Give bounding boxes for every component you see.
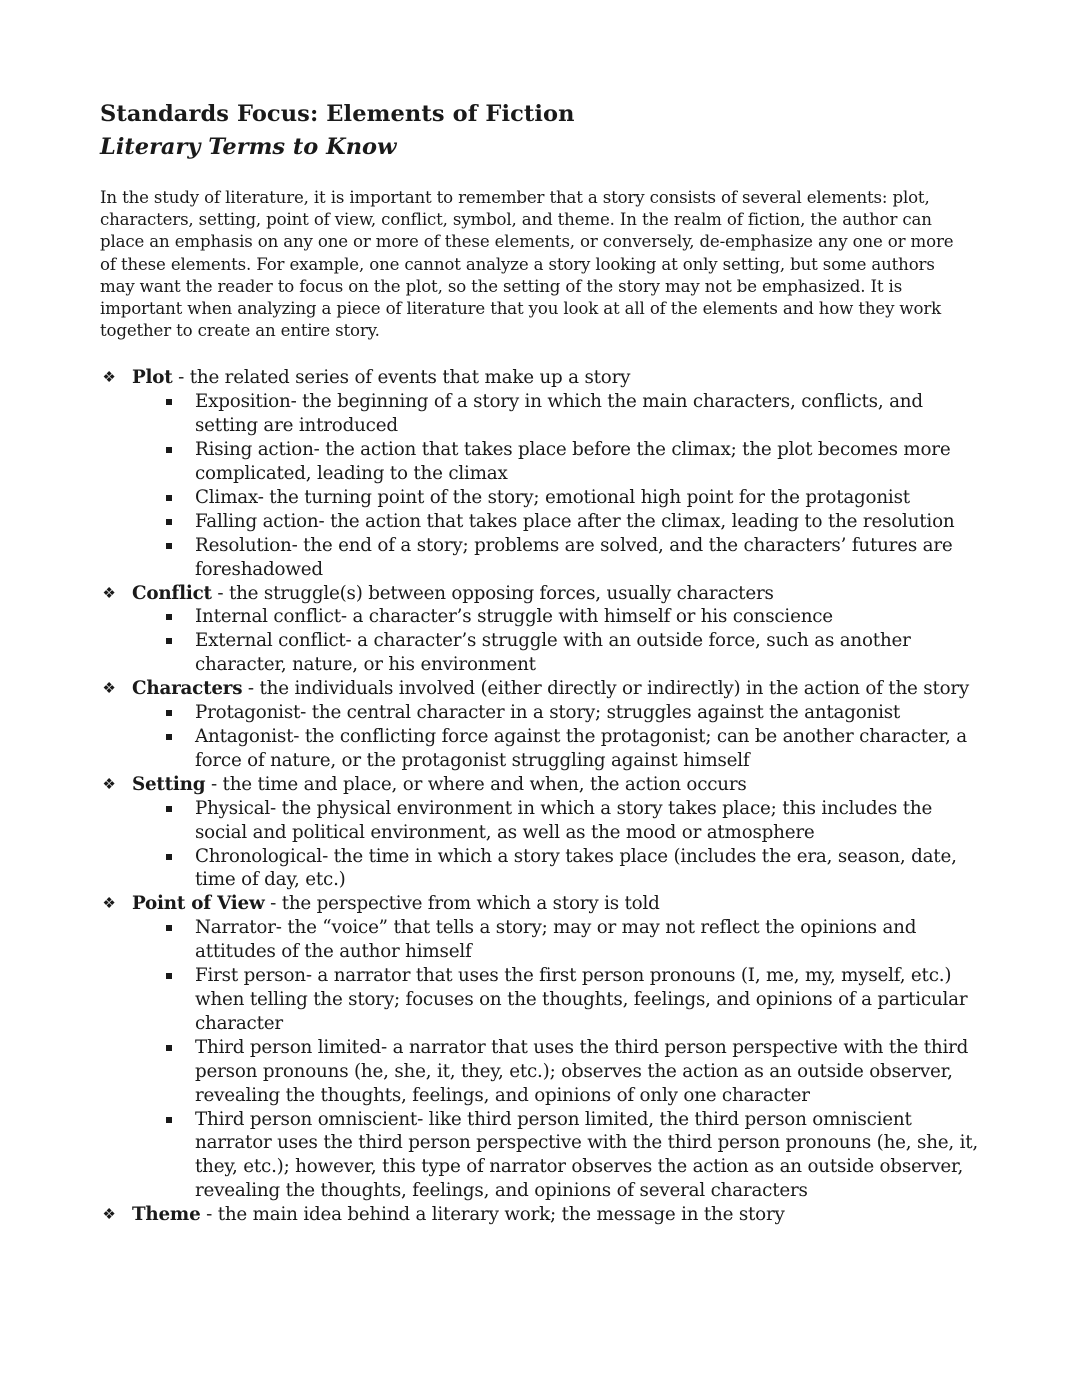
subterm-line: setting are introduced (195, 415, 398, 437)
term-name: Plot (132, 367, 173, 389)
diamond-cluster-icon: ❖ (102, 679, 116, 698)
term-definition: - the perspective from which a story is told (264, 893, 660, 915)
subterm-line: foreshadowed (195, 558, 323, 580)
subterm-item (100, 725, 1000, 773)
term-setting (100, 773, 1000, 797)
square-bullet-icon (166, 1117, 172, 1123)
square-bullet-icon (166, 854, 172, 860)
square-bullet-icon (166, 543, 172, 549)
term-point-of-view (100, 892, 1000, 916)
term-name: Setting (132, 773, 206, 795)
intro-line: together to create an entire story. (100, 321, 380, 341)
square-bullet-icon (166, 806, 172, 812)
subterm-line: Third person limited- a narrator that uses the third person perspective with the third (195, 1036, 969, 1058)
intro-line: important when analyzing a piece of literature that you look at all of the elements and how they work (100, 299, 942, 319)
term-plot (100, 366, 1000, 390)
intro-line: of these elements. For example, one cannot analyze a story looking at only setting, but some authors (100, 254, 935, 274)
subterm-line: Resolution- the end of a story; problems are solved, and the characters’ futures are (195, 534, 953, 556)
term-definition: - the individuals involved (either directly or indirectly) in the action of the story (242, 678, 970, 700)
subterm-line: First person- a narrator that uses the first person pronouns (I, me, my, myself, etc.) (195, 965, 952, 987)
square-bullet-icon (166, 638, 172, 644)
term-name: Characters (132, 678, 243, 700)
intro-line: In the study of literature, it is important to remember that a story consists of several elements: plot, (100, 188, 930, 207)
subterm-line: Rising action- the action that takes place before the climax; the plot becomes more (195, 439, 951, 461)
subterm-line: Third person omniscient- like third person limited, the third person omniscient (195, 1108, 912, 1130)
subterm-line: time of day, etc.) (195, 869, 346, 891)
term-definition: - the related series of events that make up a story (172, 367, 631, 389)
square-bullet-icon (166, 519, 172, 525)
subterm-line: character (195, 1012, 283, 1034)
subterm-line: force of nature, or the protagonist struggling against himself (195, 749, 750, 771)
square-bullet-icon (166, 734, 172, 740)
diamond-cluster-icon: ❖ (102, 774, 116, 793)
subterm-line: Antagonist- the conflicting force against the protagonist; can be another character, a (195, 726, 967, 748)
subterm-item (100, 605, 1000, 629)
term-definition: - the main idea behind a literary work; the message in the story (200, 1204, 785, 1226)
subterm-line: Falling action- the action that takes place after the climax, leading to the resolution (195, 510, 955, 532)
intro-paragraph (100, 187, 1000, 342)
term-name: Theme (132, 1204, 201, 1226)
subterm-line: person pronouns (he, she, it, they, etc.); observes the action as an outside observer, (195, 1060, 953, 1082)
intro-line: may want the reader to focus on the plot, so the setting of the story may not be emphasized. It is (100, 276, 903, 296)
subterm-line: character, nature, or his environment (195, 654, 536, 676)
diamond-cluster-icon: ❖ (102, 894, 116, 913)
subterm-line: Internal conflict- a character’s struggle with himself or his conscience (195, 606, 833, 628)
diamond-cluster-icon: ❖ (102, 1205, 116, 1224)
square-bullet-icon (166, 973, 172, 979)
page-subtitle: Literary Terms to Know (100, 134, 397, 160)
terms-list (100, 366, 1000, 1227)
subterm-line: attitudes of the author himself (195, 941, 472, 963)
diamond-cluster-icon: ❖ (102, 368, 116, 387)
diamond-cluster-icon: ❖ (102, 583, 116, 602)
subterm-line: social and political environment, as well as the mood or atmosphere (195, 821, 815, 843)
term-definition: - the time and place, or where and when, the action occurs (205, 773, 747, 795)
page-title: Standards Focus: Elements of Fiction (100, 101, 575, 127)
subterm-item (100, 629, 1000, 677)
subterm-item (100, 1108, 1000, 1204)
document-page (100, 98, 1000, 1227)
subterm-item (100, 701, 1000, 725)
square-bullet-icon (166, 925, 172, 931)
intro-line: characters, setting, point of view, conflict, symbol, and theme. In the realm of fiction, the author can (100, 210, 932, 230)
term-name: Conflict (132, 582, 212, 604)
term-theme (100, 1203, 1000, 1227)
subterm-line: complicated, leading to the climax (195, 463, 508, 485)
subterm-item (100, 916, 1000, 964)
term-name: Point of View (132, 893, 265, 915)
subterm-item (100, 486, 1000, 510)
subterm-line: Physical- the physical environment in which a story takes place; this includes the (195, 797, 933, 819)
square-bullet-icon (166, 614, 172, 620)
term-definition: - the struggle(s) between opposing forces, usually characters (211, 582, 774, 604)
square-bullet-icon (166, 1045, 172, 1051)
intro-line: place an emphasis on any one or more of these elements, or conversely, de-emphasize any one or more (100, 232, 954, 252)
subterm-line: Climax- the turning point of the story; emotional high point for the protagonist (195, 486, 910, 508)
subterm-item (100, 534, 1000, 582)
subterm-item (100, 390, 1000, 438)
subterm-item (100, 964, 1000, 1036)
subterm-item (100, 845, 1000, 893)
subterm-line: Protagonist- the central character in a story; struggles against the antagonist (195, 702, 901, 724)
term-conflict (100, 582, 1000, 606)
subterm-line: when telling the story; focuses on the thoughts, feelings, and opinions of a particular (195, 988, 968, 1010)
square-bullet-icon (166, 399, 172, 405)
subterm-item (100, 1036, 1000, 1108)
square-bullet-icon (166, 447, 172, 453)
subterm-line: narrator uses the third person perspective with the third person pronouns (he, she, it, (195, 1132, 979, 1154)
square-bullet-icon (166, 495, 172, 501)
subterm-line: they, etc.); however, this type of narrator observes the action as an outside observer, (195, 1156, 964, 1178)
square-bullet-icon (166, 710, 172, 716)
subterm-line: revealing the thoughts, feelings, and opinions of only one character (195, 1084, 810, 1106)
subterm-line: revealing the thoughts, feelings, and opinions of several characters (195, 1180, 808, 1202)
subterm-item (100, 797, 1000, 845)
subterm-item (100, 438, 1000, 486)
subterm-line: Chronological- the time in which a story takes place (includes the era, season, date, (195, 845, 957, 867)
subterm-line: Exposition- the beginning of a story in which the main characters, conflicts, and (195, 391, 923, 413)
subterm-line: External conflict- a character’s struggle with an outside force, such as another (195, 630, 911, 652)
subterm-line: Narrator- the “voice” that tells a story; may or may not reflect the opinions and (195, 917, 917, 939)
term-characters (100, 677, 1000, 701)
subterm-item (100, 510, 1000, 534)
